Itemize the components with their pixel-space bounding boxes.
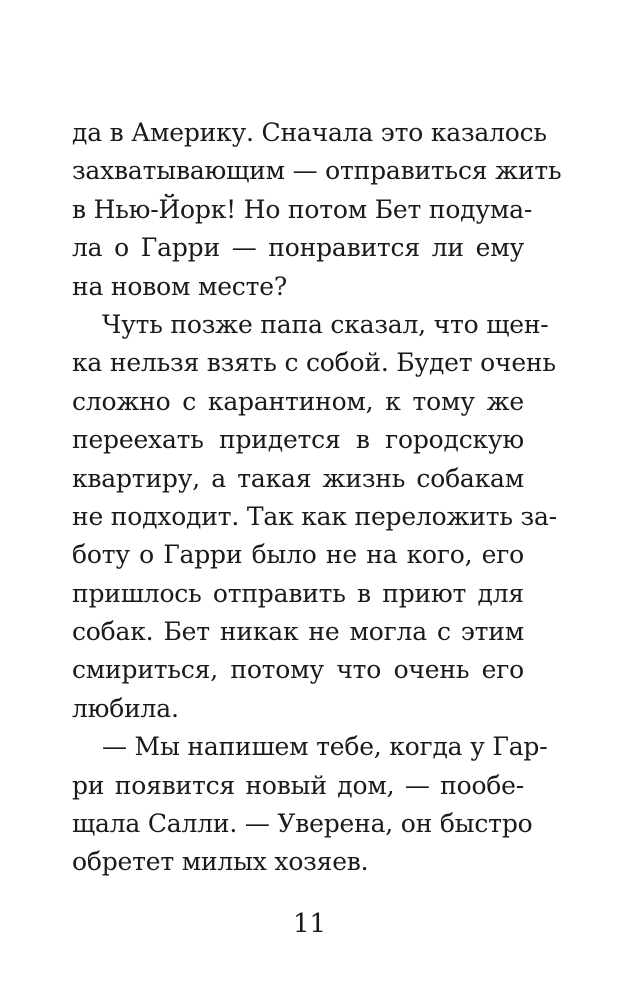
text-line: переехать придется в городскую <box>72 425 524 455</box>
text-line: любила. <box>72 693 179 723</box>
text-line: обретет милых хозяев. <box>72 847 369 877</box>
page-number: 11 <box>292 909 327 939</box>
text-line: собак. Бет никак не могла с этим <box>72 617 524 647</box>
text-line: да в Америку. Сначала это казалось <box>72 118 547 147</box>
text-line: захватывающим — отправиться жить <box>72 156 562 186</box>
text-line: боту о Гарри было не на кого, его <box>72 540 524 570</box>
text-line: пришлось отправить в приют для <box>72 578 524 608</box>
text-line: — Мы напишем тебе, когда у Гар- <box>102 732 548 762</box>
body-text <box>72 114 562 882</box>
text-line: смириться, потому что очень его <box>72 655 524 685</box>
text-line: квартиру, а такая жизнь собакам <box>72 463 524 493</box>
text-line: не подходит. Так как переложить за- <box>72 501 557 531</box>
text-line: ла о Гарри — понравится ли ему <box>72 233 524 263</box>
text-line: в Нью-Йорк! Но потом Бет подума- <box>72 194 533 224</box>
text-line: на новом месте? <box>72 271 288 301</box>
text-line: щала Салли. — Уверена, он быстро <box>72 809 533 839</box>
text-line: ка нельзя взять с собой. Будет очень <box>72 348 556 378</box>
text-line: Чуть позже папа сказал, что щен- <box>102 309 549 339</box>
text-line: сложно с карантином, к тому же <box>72 386 524 416</box>
text-line: ри появится новый дом, — пообе- <box>72 770 524 800</box>
